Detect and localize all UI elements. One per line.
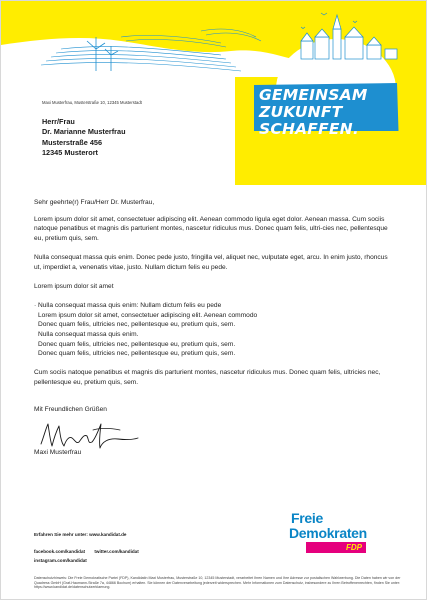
list-item-text: Nulla consequat massa quis enim. <box>38 330 139 338</box>
slogan-line-3: SCHAFFEN. <box>259 120 359 138</box>
slogan <box>259 87 399 147</box>
list-item <box>34 311 394 321</box>
recipient-line-3: Musterstraße 456 <box>42 137 103 147</box>
recipient-line-4: 12345 Musterort <box>42 147 98 157</box>
logo-tag: FDP <box>346 543 362 552</box>
logo-line-1: Freie <box>291 510 323 526</box>
letter-body <box>34 198 394 397</box>
list-item-text: Lorem ipsum dolor sit amet, consectetuer adipiscing elit. Aenean commodo <box>38 311 258 319</box>
list-item <box>34 349 394 359</box>
bullet-list <box>34 301 394 359</box>
logo-line-2: Demokraten <box>289 525 367 541</box>
list-item <box>34 320 394 330</box>
facebook-link[interactable]: facebook.com/kandidat <box>34 549 86 554</box>
twitter-link[interactable]: twitter.com/kandidat <box>94 549 139 554</box>
closing: Mit Freundlichen Grüßen <box>34 406 107 413</box>
slogan-line-2: ZUKUNFT <box>259 103 343 121</box>
list-item-text: Donec quam felis, ultricies nec, pellentesque eu, pretium quis, sem. <box>38 350 236 358</box>
list-item-text: Nulla consequat massa quis enim: Nullam dictum felis eu pede <box>38 301 222 309</box>
sender-line: Maxi Musterfrau, Musterstraße 10, 12345 Musterstadt <box>42 100 142 105</box>
salutation: Sehr geehrte(r) Frau/Herr Dr. Musterfrau, <box>34 199 155 206</box>
list-item <box>34 301 394 311</box>
social-links-row <box>34 549 147 554</box>
paragraph-1: Lorem ipsum dolor sit amet, consectetuer adipiscing elit. Aenean commodo ligula eget dolor. Aenean massa. Cum sociis natoque penatibus et magnis dis parturient montes, nascetur ridiculus mus. Donec quam felis, ultri-cies nec, pellentesque eu, pretium quis, sem. <box>34 215 388 243</box>
list-item <box>34 330 394 340</box>
privacy-notice: Datenschutzhinweis: Die Freie Demokratische Partei (FDP), Kandidatin Maxi Musterfrau, Musterstraße 10, 12345 Musterstadt, verarbeitet Ihren Namen und Ihre Adresse zur postalischen Wahlwerbung. Die Daten haben wir von der Quadress GmbH (Graf-Haumann-Straße 7a, 44866 Bochum) erhalten. Sie können der Datenverarbeitung jederzeit widersprechen. Mehr Informationen zum Datenschutz, insbesondere zu Ihren Betroffenenrechten, finden Sie unter: https://www.kandidat.de/datenschutzerklaerung. <box>34 576 401 590</box>
town-skyline-icon <box>301 15 397 59</box>
paragraph-4: Cum sociis natoque penatibus et magnis dis parturient montes, nascetur ridiculus mus. Donec quam felis, ultricies nec, pellentesque eu, pretium quis, sem. <box>34 369 381 387</box>
fdp-logo <box>289 511 379 565</box>
footer-website: Erfahren Sie mehr unter: www.kandidat.de <box>34 532 127 537</box>
paragraph-2: Nulla consequat massa quis enim. Donec pede justo, fringilla vel, aliquet nec, vulputate eget, arcu. In enim justo, rhoncus ut, imperdiet a, venenatis vitae, justo. Nullam dictum felis eu pede. <box>34 254 388 271</box>
list-item-text: Donec quam felis, ultricies nec, pellentesque eu, pretium quis, sem. <box>38 321 236 329</box>
recipient-line-1: Herr/Frau <box>42 117 75 126</box>
signer-name: Maxi Musterfrau <box>34 449 82 456</box>
recipient-line-2: Dr. Marianne Musterfrau <box>42 127 126 137</box>
recipient-address <box>42 117 126 158</box>
list-item <box>34 340 394 350</box>
instagram-link[interactable]: instagram.com/kandidat <box>34 558 87 563</box>
bullet-icon: · <box>34 301 37 309</box>
paragraph-3: Lorem ipsum dolor sit amet <box>34 282 114 290</box>
logo-magenta-bar <box>306 542 366 553</box>
slogan-line-1: GEMEINSAM <box>259 86 368 104</box>
list-item-text: Donec quam felis, ultricies nec, pellentesque eu, pretium quis, sem. <box>38 340 236 348</box>
